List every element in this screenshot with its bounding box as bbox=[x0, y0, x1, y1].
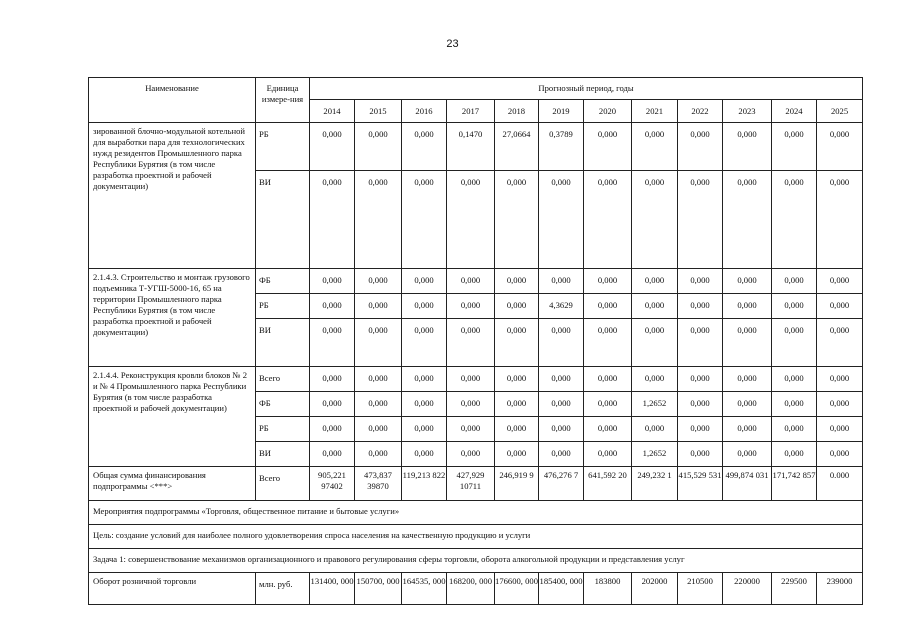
header-year: 2023 bbox=[723, 100, 772, 123]
value-cell: 1,2652 bbox=[632, 392, 678, 417]
value-cell: 0,000 bbox=[817, 417, 863, 442]
header-year: 2015 bbox=[355, 100, 402, 123]
row-unit: ВИ bbox=[256, 442, 310, 467]
header-name: Наименование bbox=[89, 78, 256, 123]
value-cell: 1,2652 bbox=[632, 442, 678, 467]
value-cell: 0,000 bbox=[355, 392, 402, 417]
value-cell: 0,000 bbox=[584, 294, 632, 319]
retail-value-cell: 168200, 000 bbox=[447, 573, 495, 605]
value-cell: 0,000 bbox=[539, 417, 584, 442]
value-cell: 0,000 bbox=[447, 171, 495, 269]
section-text: Мероприятия подпрограммы «Торговля, общественное питание и бытовые услуги» bbox=[89, 501, 863, 525]
value-cell: 0,000 bbox=[772, 171, 817, 269]
value-cell: 0,000 bbox=[584, 171, 632, 269]
value-cell: 0,000 bbox=[584, 123, 632, 171]
value-cell: 0,000 bbox=[632, 123, 678, 171]
retail-value-cell: 131400, 000 bbox=[310, 573, 355, 605]
value-cell: 0,000 bbox=[402, 171, 447, 269]
value-cell: 0,000 bbox=[447, 442, 495, 467]
value-cell: 0,000 bbox=[772, 442, 817, 467]
retail-value-cell: 210500 bbox=[678, 573, 723, 605]
value-cell: 0,000 bbox=[772, 123, 817, 171]
value-cell: 0,000 bbox=[584, 442, 632, 467]
value-cell: 0,000 bbox=[495, 417, 539, 442]
value-cell: 0,000 bbox=[632, 319, 678, 367]
value-cell: 0,000 bbox=[355, 123, 402, 171]
value-cell: 0,000 bbox=[355, 442, 402, 467]
value-cell: 0,000 bbox=[495, 442, 539, 467]
table-body bbox=[89, 123, 863, 605]
row-name: 2.1.4.3. Строительство и монтаж грузового подъемника Т-УГШ-5000-16, 65 на территории Промышленного парка Республики Бурятия (в том числе разработка проектной и рабочей документации) bbox=[89, 269, 256, 367]
row-unit: РБ bbox=[256, 123, 310, 171]
retail-value-cell: 220000 bbox=[723, 573, 772, 605]
value-cell: 0,000 bbox=[817, 367, 863, 392]
value-cell: 0,000 bbox=[817, 171, 863, 269]
value-cell: 4,3629 bbox=[539, 294, 584, 319]
value-cell: 0,000 bbox=[495, 294, 539, 319]
value-cell: 0,000 bbox=[817, 392, 863, 417]
value-cell: 0,000 bbox=[584, 269, 632, 294]
value-cell: 0,000 bbox=[402, 294, 447, 319]
value-cell: 0,000 bbox=[447, 392, 495, 417]
retail-name: Оборот розничной торговли bbox=[89, 573, 256, 605]
value-cell: 0,000 bbox=[310, 294, 355, 319]
header-year: 2022 bbox=[678, 100, 723, 123]
value-cell: 0,000 bbox=[539, 367, 584, 392]
section-row bbox=[89, 525, 863, 549]
header-year: 2021 bbox=[632, 100, 678, 123]
retail-value-cell: 229500 bbox=[772, 573, 817, 605]
value-cell: 0,000 bbox=[447, 417, 495, 442]
value-cell: 0,000 bbox=[678, 269, 723, 294]
value-cell: 0,000 bbox=[723, 392, 772, 417]
value-cell: 0,000 bbox=[539, 319, 584, 367]
section-row bbox=[89, 549, 863, 573]
value-cell: 0,000 bbox=[447, 319, 495, 367]
value-cell: 0,000 bbox=[402, 392, 447, 417]
value-cell: 0,000 bbox=[402, 442, 447, 467]
page-number: 23 bbox=[446, 38, 459, 50]
total-value-cell: 415,529 531 bbox=[678, 467, 723, 501]
value-cell: 0,000 bbox=[772, 367, 817, 392]
value-cell: 0,1470 bbox=[447, 123, 495, 171]
value-cell: 0,000 bbox=[584, 367, 632, 392]
value-cell: 0,000 bbox=[495, 367, 539, 392]
value-cell: 0,000 bbox=[495, 319, 539, 367]
total-value-cell: 119,213 822 bbox=[402, 467, 447, 501]
value-cell: 0,000 bbox=[723, 269, 772, 294]
row-unit: ФБ bbox=[256, 392, 310, 417]
retail-value-cell: 176600, 000 bbox=[495, 573, 539, 605]
value-cell: 0,000 bbox=[678, 417, 723, 442]
section-text: Цель: создание условий для наиболее полного удовлетворения спроса населения на качественную продукцию и услуги bbox=[89, 525, 863, 549]
table-row bbox=[89, 269, 863, 294]
header-year: 2019 bbox=[539, 100, 584, 123]
value-cell: 0,000 bbox=[355, 269, 402, 294]
table-row bbox=[89, 123, 863, 171]
row-name: зированной блочно-модульной котельной для выработки пара для технологических нужд резидентов Промышленного парка Республики Бурятия (в том числе разработка проектной и рабочей документации) bbox=[89, 123, 256, 269]
value-cell: 0,000 bbox=[632, 171, 678, 269]
value-cell: 0,000 bbox=[632, 294, 678, 319]
value-cell: 0,000 bbox=[402, 417, 447, 442]
value-cell: 0,000 bbox=[402, 319, 447, 367]
value-cell: 0,000 bbox=[539, 392, 584, 417]
header-year: 2018 bbox=[495, 100, 539, 123]
value-cell: 0,000 bbox=[355, 294, 402, 319]
header-year: 2016 bbox=[402, 100, 447, 123]
retail-unit: млн. руб. bbox=[256, 573, 310, 605]
row-name: 2.1.4.4. Реконструкция кровли блоков № 2 и № 4 Промышленного парка Республики Бурятия (в том числе разработка проектной и рабочей документации) bbox=[89, 367, 256, 467]
section-text: Задача 1: совершенствование механизмов организационного и правового регулирования сферы торговли, оборота алкогольной продукции и представления услуг bbox=[89, 549, 863, 573]
table-row bbox=[89, 367, 863, 392]
total-value-cell: 641,592 20 bbox=[584, 467, 632, 501]
value-cell: 0,000 bbox=[723, 417, 772, 442]
value-cell: 0,000 bbox=[402, 367, 447, 392]
total-value-cell: 476,276 7 bbox=[539, 467, 584, 501]
retail-value-cell: 164535, 000 bbox=[402, 573, 447, 605]
value-cell: 0,000 bbox=[817, 442, 863, 467]
value-cell: 0,3789 bbox=[539, 123, 584, 171]
row-unit: РБ bbox=[256, 417, 310, 442]
section-row bbox=[89, 501, 863, 525]
value-cell: 0,000 bbox=[355, 319, 402, 367]
value-cell: 0,000 bbox=[723, 171, 772, 269]
header-period: Прогнозный период, годы bbox=[310, 78, 863, 100]
value-cell: 0,000 bbox=[678, 123, 723, 171]
value-cell: 0,000 bbox=[539, 442, 584, 467]
value-cell: 0,000 bbox=[817, 269, 863, 294]
retail-value-cell: 239000 bbox=[817, 573, 863, 605]
value-cell: 0,000 bbox=[723, 294, 772, 319]
header-year: 2020 bbox=[584, 100, 632, 123]
row-unit: ФБ bbox=[256, 269, 310, 294]
row-unit: ВИ bbox=[256, 319, 310, 367]
header-year: 2025 bbox=[817, 100, 863, 123]
value-cell: 0,000 bbox=[310, 442, 355, 467]
total-value-cell: 246,919 9 bbox=[495, 467, 539, 501]
value-cell: 0,000 bbox=[584, 417, 632, 442]
retail-row bbox=[89, 573, 863, 605]
value-cell: 0,000 bbox=[772, 319, 817, 367]
value-cell: 0,000 bbox=[772, 417, 817, 442]
value-cell: 0,000 bbox=[678, 392, 723, 417]
value-cell: 0,000 bbox=[310, 123, 355, 171]
value-cell: 0,000 bbox=[447, 269, 495, 294]
value-cell: 0,000 bbox=[632, 269, 678, 294]
value-cell: 27,0664 bbox=[495, 123, 539, 171]
value-cell: 0,000 bbox=[495, 269, 539, 294]
retail-value-cell: 185400, 000 bbox=[539, 573, 584, 605]
row-unit: Всего bbox=[256, 367, 310, 392]
value-cell: 0,000 bbox=[310, 367, 355, 392]
header-year: 2017 bbox=[447, 100, 495, 123]
value-cell: 0,000 bbox=[495, 392, 539, 417]
value-cell: 0,000 bbox=[355, 417, 402, 442]
retail-value-cell: 202000 bbox=[632, 573, 678, 605]
value-cell: 0,000 bbox=[678, 294, 723, 319]
value-cell: 0,000 bbox=[678, 171, 723, 269]
row-unit: РБ bbox=[256, 294, 310, 319]
value-cell: 0,000 bbox=[447, 367, 495, 392]
value-cell: 0,000 bbox=[402, 123, 447, 171]
header-year: 2014 bbox=[310, 100, 355, 123]
value-cell: 0,000 bbox=[310, 417, 355, 442]
value-cell: 0,000 bbox=[772, 269, 817, 294]
header-unit: Единица измере-ния bbox=[256, 78, 310, 123]
value-cell: 0,000 bbox=[447, 294, 495, 319]
value-cell: 0,000 bbox=[495, 171, 539, 269]
value-cell: 0,000 bbox=[402, 269, 447, 294]
value-cell: 0,000 bbox=[632, 367, 678, 392]
value-cell: 0,000 bbox=[772, 392, 817, 417]
value-cell: 0,000 bbox=[584, 319, 632, 367]
total-value-cell: 905,221 97402 bbox=[310, 467, 355, 501]
total-value-cell: 427,929 10711 bbox=[447, 467, 495, 501]
value-cell: 0,000 bbox=[310, 392, 355, 417]
value-cell: 0,000 bbox=[817, 294, 863, 319]
value-cell: 0,000 bbox=[678, 367, 723, 392]
forecast-table bbox=[88, 77, 863, 605]
total-value-cell: 0.000 bbox=[817, 467, 863, 501]
total-value-cell: 473,837 39870 bbox=[355, 467, 402, 501]
value-cell: 0,000 bbox=[355, 171, 402, 269]
value-cell: 0,000 bbox=[678, 442, 723, 467]
value-cell: 0,000 bbox=[310, 319, 355, 367]
value-cell: 0,000 bbox=[817, 319, 863, 367]
value-cell: 0,000 bbox=[723, 367, 772, 392]
value-cell: 0,000 bbox=[310, 269, 355, 294]
value-cell: 0,000 bbox=[678, 319, 723, 367]
retail-value-cell: 183800 bbox=[584, 573, 632, 605]
row-unit: ВИ bbox=[256, 171, 310, 269]
total-value-cell: 171,742 857 bbox=[772, 467, 817, 501]
value-cell: 0,000 bbox=[310, 171, 355, 269]
value-cell: 0,000 bbox=[632, 417, 678, 442]
retail-value-cell: 150700, 000 bbox=[355, 573, 402, 605]
total-value-cell: 249,232 1 bbox=[632, 467, 678, 501]
header-year: 2024 bbox=[772, 100, 817, 123]
value-cell: 0,000 bbox=[772, 294, 817, 319]
value-cell: 0,000 bbox=[355, 367, 402, 392]
value-cell: 0,000 bbox=[723, 442, 772, 467]
value-cell: 0,000 bbox=[817, 123, 863, 171]
value-cell: 0,000 bbox=[723, 319, 772, 367]
total-unit: Всего bbox=[256, 467, 310, 501]
value-cell: 0,000 bbox=[723, 123, 772, 171]
total-row bbox=[89, 467, 863, 501]
total-name: Общая сумма финансирования подпрограммы <***> bbox=[89, 467, 256, 501]
total-value-cell: 499,874 031 bbox=[723, 467, 772, 501]
value-cell: 0,000 bbox=[584, 392, 632, 417]
value-cell: 0,000 bbox=[539, 171, 584, 269]
value-cell: 0,000 bbox=[539, 269, 584, 294]
